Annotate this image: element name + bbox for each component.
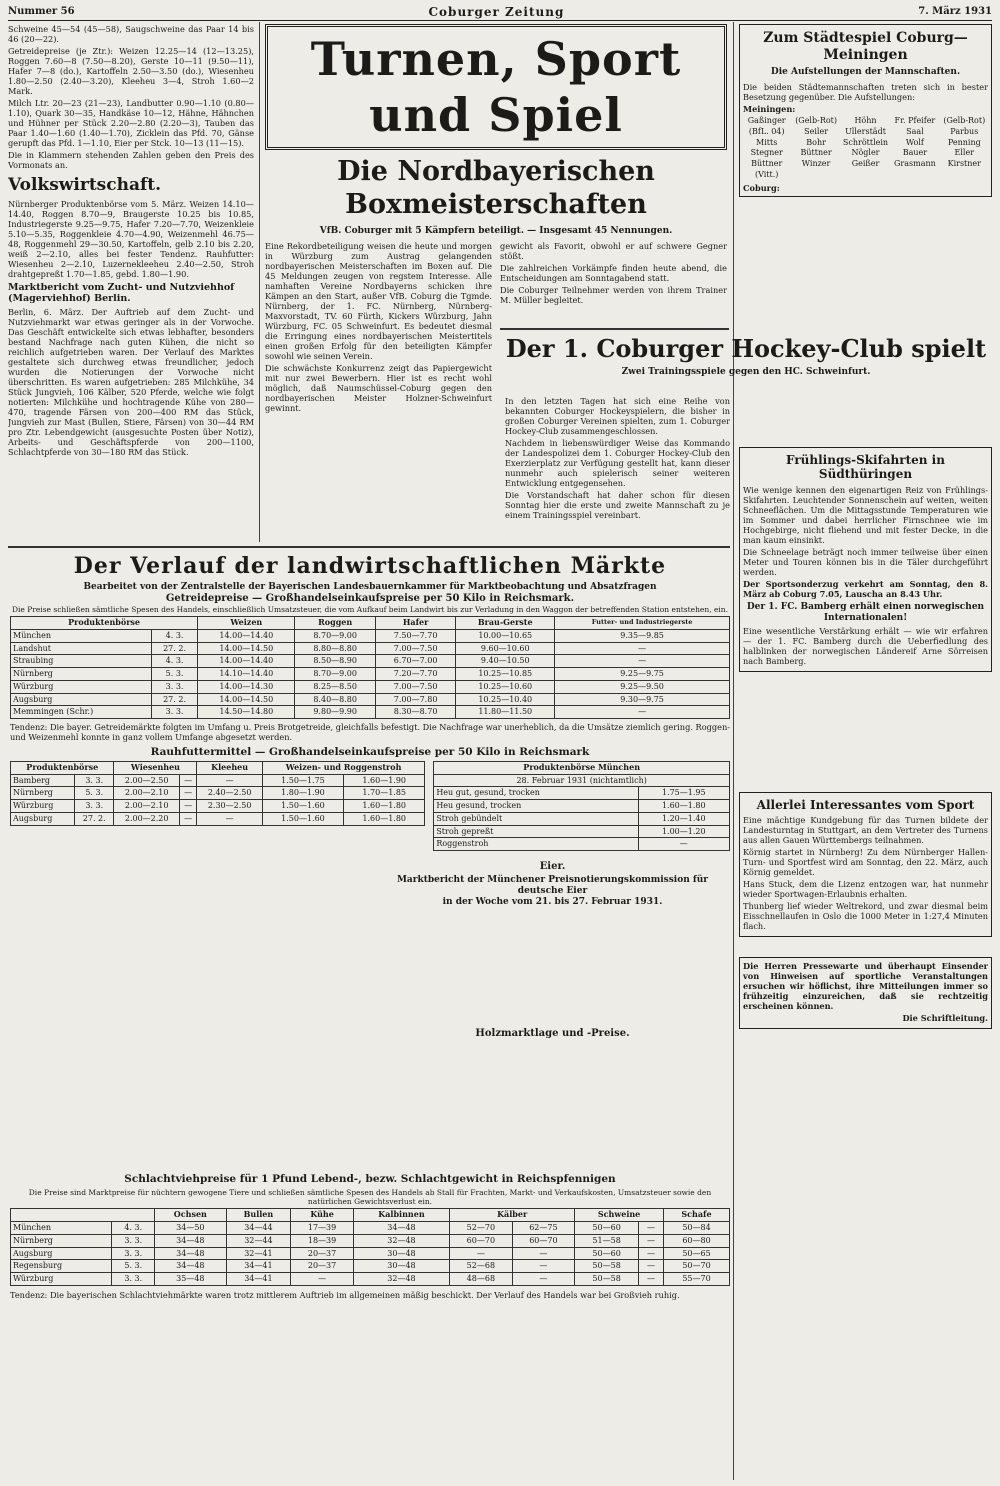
grain-cell: 7.20—7.70 <box>375 668 455 681</box>
player: (Gelb-Rot) <box>943 116 986 126</box>
cattle-cell: 60—70 <box>450 1234 513 1247</box>
paragraph: Tendenz: Die bayerischen Schlachtviehmärkte waren trotz mittlerem Auftrieb im allgemeinen mäßig beschickt. Der Verlauf des Handels war bei Großvieh ruhig. <box>10 1289 680 1300</box>
eggs-column <box>375 857 730 1157</box>
cattle-cell: — <box>639 1247 664 1260</box>
hay-col: Wiesenheu <box>114 761 197 774</box>
grain-cell: 14.00—14.50 <box>198 642 295 655</box>
cattle-cell: 50—65 <box>663 1247 729 1260</box>
hay-headline: Rauhfuttermittel — Großhandelseinkaufspreise per 50 Kilo in Reichsmark <box>150 746 590 759</box>
player: Ullerstädt <box>845 126 886 136</box>
notice-box <box>739 957 992 1029</box>
column-rule <box>259 22 260 542</box>
cattle-cell: 55—70 <box>663 1273 729 1286</box>
paragraph: Nürnberger Produktenbörse vom 5. März. Weizen 14.10—14.40, Roggen 8.70—9, Braugerste 10.25 bis 10.85, Industriegerste 9.25—9.75, Hafer 7.20—7.70, Weizenkleie 5.10—5.35, Roggenkleie 4.70—4.90, Weizenmehl 46.75—48, Roggenmehl 29—30.50, Kartoffeln, gelb 2.10 bis 2.20, weiß 2—2.10, alles bei fester Tendenz. Rauhfutter: Wiesenheu 2—2.10, Luzernekleeheu 2.40—2.50, Stroh drahtgepreßt 1.70—1.85, gebd. 1.80—1.90. <box>8 198 254 279</box>
cattle-cell: Würzburg <box>11 1273 112 1286</box>
cattle-cell: Nürnberg <box>11 1234 112 1247</box>
paragraph: In den letzten Tagen hat sich eine Reihe von bekannten Coburger Hockeyspielern, die bisher in großen Coburger Vereinen spielten, zum 1. Coburger Hockey-Club zusammengeschlossen. <box>505 396 730 436</box>
cattle-cell: 20—37 <box>291 1260 354 1273</box>
grain-cell: 4. 3. <box>151 655 197 668</box>
cattle-cell: — <box>639 1234 664 1247</box>
meiningen-label: Meiningen: <box>743 104 796 115</box>
paragraph: gewicht als Favorit, obwohl er auf schwere Gegner stößt. <box>500 241 727 262</box>
cattle-cell: 60—80 <box>663 1234 729 1247</box>
cattle-cell: 50—58 <box>575 1273 639 1286</box>
grain-col: Weizen <box>198 617 295 630</box>
hay-cell: 1.60—1.80 <box>344 800 425 813</box>
left-column <box>8 24 254 544</box>
cattle-row <box>11 1234 730 1247</box>
player: Wolf <box>905 137 924 147</box>
grain-row <box>11 680 730 693</box>
grain-cell: 11.80—11.50 <box>456 706 555 719</box>
eggs-headline: Eier. <box>539 861 566 873</box>
market-subline: Bearbeitet von der Zentralstelle der Bayerischen Landesbauernkammer für Marktbeobachtung und Absatzfragen <box>83 581 657 592</box>
grain-cell: 7.00—7.80 <box>375 693 455 706</box>
player: (BfL. 04) <box>748 126 785 136</box>
masthead: Coburger Zeitung <box>428 4 565 19</box>
cattle-cell: 34—50 <box>155 1222 226 1235</box>
munich-cell: Heu gut, gesund, trocken <box>434 787 638 800</box>
hay-cell: Würzburg <box>11 800 75 813</box>
cattle-cell: 50—60 <box>575 1222 639 1235</box>
market-section <box>10 550 730 1480</box>
paragraph: Tendenz: Die bayer. Getreidemärkte folgten im Umfang u. Preis Brotgetreide, gleichfalls befestigt. Die Nachfrage war unerheblich, da die Umsätze ziemlich gering. Roggen- und Weizenmehl konnte in ganz vollem Umfange abgesetzt werden. <box>10 722 730 743</box>
cattle-cell: Augsburg <box>11 1247 112 1260</box>
player: Fr. Pfeifer <box>894 116 936 126</box>
player: Saal <box>906 126 924 136</box>
grain-cell: 10.25—10.40 <box>456 693 555 706</box>
paragraph: Die Schneelage beträgt noch immer teilweise über einen Meter und Touren können bis in die Täler durchgeführt werden. <box>743 546 988 577</box>
player: Gaßinger <box>747 116 786 126</box>
cattle-cell: 34—48 <box>155 1234 226 1247</box>
grain-cell: 6.70—7.00 <box>375 655 455 668</box>
cattle-cell: — <box>512 1260 575 1273</box>
grain-cell: 9.30—9.75 <box>555 693 730 706</box>
paragraph: Milch Ltr. 20—23 (21—23), Landbutter 0.90—1.10 (0.80—1.10), Quark 30—35, Handkäse 10—12, Hähne, Hähnchen und Hühner per Stück 2.20—2.80 (2.20—3), Tauben das Paar 1.40—1.60 (1.40—1.70), Zicklein das Pfd. 70, Gänse gerupft das Pfd. 1—1.10, Eier per Stck. 10—13 (11—15). <box>8 98 254 148</box>
munich-row <box>434 825 730 838</box>
paragraph: Getreidepreise (je Ztr.): Weizen 12.25—14 (12—13.25), Roggen 7.60—8 (7.50—8.20), Gerste 10—11 (9.50—11), Hafer 7—8 (do.), Kartoffeln 2.50—3.50 (do.), Wiesenheu 1.80—2.50 (2.40—3.20), Kleeheu 3—4, Stroh 1.60—2 Mark. <box>8 46 254 96</box>
grain-cell: 14.00—14.40 <box>198 655 295 668</box>
paragraph: Der Sportsonderzug verkehrt am Sonntag, den 8. März ab Coburg 7.05, Lauscha an 8.43 Uhr. <box>743 578 988 599</box>
hay-row <box>11 812 425 825</box>
grain-cell: Würzburg <box>11 680 152 693</box>
player: Grasmann <box>894 159 936 169</box>
boxing-subline: VfB. Coburger mit 5 Kämpfern beteiligt. — Insgesamt 45 Nennungen. <box>319 226 673 237</box>
hay-cell: 5. 3. <box>75 787 114 800</box>
hay-cell: 1.60—1.80 <box>344 812 425 825</box>
grain-cell: 14.50—14.80 <box>198 706 295 719</box>
grain-cell: Memmingen (Schr.) <box>11 706 152 719</box>
paragraph: Eine mächtige Kundgebung für das Turnen bildete der Landesturntag in Stuttgart, an dem Vertreter des Turnens aus allen Gauen Württembergs teilnahmen. <box>743 815 988 846</box>
grain-cell: München <box>11 629 152 642</box>
hay-cell: Augsburg <box>11 812 75 825</box>
page-header <box>8 4 992 21</box>
cattle-cell: 3. 3. <box>112 1247 155 1260</box>
cattle-col: Kälber <box>450 1209 575 1222</box>
cattle-cell: — <box>639 1260 664 1273</box>
player: Büttner <box>751 159 783 169</box>
munich-cell: — <box>638 838 729 851</box>
grain-cell: 9.25—9.75 <box>555 668 730 681</box>
player: Kirstner <box>947 159 981 169</box>
grain-row <box>11 693 730 706</box>
feed-column <box>10 857 365 1157</box>
grain-cell: Landshut <box>11 642 152 655</box>
cattle-col: Bullen <box>226 1209 291 1222</box>
issue-number: Nummer 56 <box>8 5 75 17</box>
player: Mitts <box>756 137 778 147</box>
hay-row <box>11 800 425 813</box>
eggs-week: in der Woche vom 21. bis 27. Februar 1931. <box>442 897 663 908</box>
sport-news-box <box>739 792 992 938</box>
cattle-col: Kalbinnen <box>353 1209 449 1222</box>
paragraph: Nachdem in liebenswürdiger Weise das Kommando der Landespolizei dem 1. Coburger Hockey-Club den Exerzierplatz zur Verfügung gestellt hat, kann dieser nunmehr auch spielerisch seiner weiteren Entwicklung entgegensehen. <box>505 438 730 488</box>
player: Bauer <box>902 148 928 158</box>
hay-cell: 1.80—1.90 <box>262 787 343 800</box>
signature: Die Schriftleitung. <box>902 1013 988 1024</box>
munich-cell: 1.60—1.80 <box>638 800 729 813</box>
sport-news-headline: Allerlei Interessantes vom Sport <box>756 797 975 812</box>
cattle-cell: 34—48 <box>155 1260 226 1273</box>
cattle-cell: — <box>512 1247 575 1260</box>
paragraph: Die Herren Pressewarte und überhaupt Einsender von Hinweisen auf sportliche Veranstaltungen ersuchen wir höflichst, ihre Mitteilungen immer so frühzeitig einzureichen, daß sie rechtzeitig erscheinen können. <box>743 961 988 1012</box>
hay-row <box>11 774 425 787</box>
cattle-col: Schafe <box>663 1209 729 1222</box>
player: Höhn <box>854 116 877 126</box>
grain-cell: 8.80—8.80 <box>295 642 375 655</box>
grain-cell: 27. 2. <box>151 693 197 706</box>
grain-col: Brau-Gerste <box>456 617 555 630</box>
grain-cell: 9.35—9.85 <box>555 629 730 642</box>
hockey-headline: Der 1. Coburger Hockey-Club spielt <box>505 334 987 363</box>
grain-cell: 27. 2. <box>151 642 197 655</box>
cattle-cell: — <box>639 1222 664 1235</box>
sub-heading: Marktbericht vom Zucht- und Nutzviehhof (Magerviehhof) Berlin. <box>8 281 235 305</box>
grain-cell: 8.30—8.70 <box>375 706 455 719</box>
cattle-col: Ochsen <box>155 1209 226 1222</box>
hay-cell: — <box>179 800 197 813</box>
match-subline: Die Aufstellungen der Mannschaften. <box>770 67 961 78</box>
paragraph: Die Coburger Teilnehmer werden von ihrem Trainer M. Müller begleitet. <box>500 285 727 306</box>
grain-cell: 8.40—8.80 <box>295 693 375 706</box>
hay-cell: — <box>179 774 197 787</box>
cattle-cell: 5. 3. <box>112 1260 155 1273</box>
hay-cell: 2.00—2.50 <box>114 774 179 787</box>
market-headline: Der Verlauf der landwirtschaftlichen Märkte <box>73 553 667 579</box>
right-column <box>739 24 992 1480</box>
cattle-col: Schweine <box>575 1209 664 1222</box>
hay-col: Kleeheu <box>197 761 262 774</box>
paragraph: Thunberg lief wieder Weltrekord, und zwar diesmal beim Eisschnellaufen in Oslo die 1000 Meter in 1:27,4 Minuten flach. <box>743 901 988 932</box>
hay-cell: — <box>197 812 262 825</box>
cattle-cell: 32—48 <box>353 1234 449 1247</box>
grain-cell: 9.60—10.60 <box>456 642 555 655</box>
munich-cell: Roggenstroh <box>434 838 638 851</box>
wood-headline: Holzmarktlage und -Preise. <box>475 1028 630 1040</box>
cattle-cell: 30—48 <box>353 1247 449 1260</box>
grain-cell: 9.80—9.90 <box>295 706 375 719</box>
cattle-col: Kühe <box>291 1209 354 1222</box>
cattle-cell: 50—84 <box>663 1222 729 1235</box>
hay-cell: 1.70—1.85 <box>344 787 425 800</box>
cattle-cell: 50—58 <box>575 1260 639 1273</box>
paragraph: Die in Klammern stehenden Zahlen geben den Preis des Vormonats an. <box>8 150 254 170</box>
cattle-row <box>11 1247 730 1260</box>
hay-table <box>10 761 425 826</box>
hay-cell: 3. 3. <box>75 774 114 787</box>
cattle-cell: München <box>11 1222 112 1235</box>
grain-col: Produktenbörse <box>11 617 198 630</box>
paragraph: Eine wesentliche Verstärkung erhält — wie wir erfahren — der 1. FC. Bamberg durch die Ueberfiedlung des halblinken der norwegischen Ländereif Arne Sörreisen nach Bamberg. <box>743 625 988 666</box>
cattle-cell: 30—48 <box>353 1260 449 1273</box>
paragraph: Körnig startet in Nürnberg! Zu dem Nürnberger Hallen-Turn- und Sportfest wird am Sonntag, den 22. März, auch Körnig gemeldet. <box>743 847 988 878</box>
divider <box>500 328 729 330</box>
cattle-cell: 32—44 <box>226 1234 291 1247</box>
hay-col: Weizen- und Roggenstroh <box>262 761 424 774</box>
hay-cell: Nürnberg <box>11 787 75 800</box>
hay-cell: 1.50—1.60 <box>262 812 343 825</box>
hay-row <box>11 787 425 800</box>
paragraph: Wie wenige kennen den eigenartigen Reiz von Frühlings-Skifahrten. Leuchtender Sonnenschein auf weiten, weiten Schneeflächen. Um die Mittagsstunde Temperaturen wie im Sommer und dabei herrlicher Firnschnee wie im Hochgebirge, nicht fliehend und mit fester Decke, in die man kaum einsinkt. <box>743 484 988 545</box>
grain-cell: — <box>555 706 730 719</box>
grain-cell: 8.25—8.50 <box>295 680 375 693</box>
player: Penning <box>947 137 981 147</box>
grain-cell: 14.10—14.40 <box>198 668 295 681</box>
grain-cell: 4. 3. <box>151 629 197 642</box>
ski-headline: Frühlings-Skifahrten in Südthüringen <box>786 452 945 482</box>
grain-row <box>11 655 730 668</box>
cattle-row <box>11 1273 730 1286</box>
market-note: Die Preise schließen sämtliche Spesen des Handels, einschließlich Umsatzsteuer, die vom Aufkauf beim Landwirt bis zur Verladung in den Waggon der betreffenden Station entstehen, ein. <box>11 604 729 614</box>
grain-cell: 10.00—10.65 <box>456 629 555 642</box>
cattle-cell: 48—68 <box>450 1273 513 1286</box>
cattle-cell: 52—68 <box>450 1260 513 1273</box>
cattle-cell: — <box>512 1273 575 1286</box>
paragraph: Eine Rekordbeteiligung weisen die heute und morgen in Würzburg zum Austrag gelangenden nordbayerischen Meisterschaften im Boxen auf. Die 45 Meldungen zeugen von regstem Interesse. Alle namhaften Vereine Nordbayerns schicken ihre Kämpen an den Start, außer VfB. Coburg die Tgmde. Nürnberg, der 1. FC. Nürnberg, Nürnberg-Maxvorstadt, TV. 60 Fürth, Kickers Würzburg, Jahn Würzburg, FC. 05 Schweinfurt. Es bedeutet diesmal die Erringung eines nordbayerischen Meistertitels einen großen Erfolg für den beteiligten Kämpfer sowohl wie seinen Verein. <box>265 241 492 362</box>
bamberg-headline: Der 1. FC. Bamberg erhält einen norwegischen Internationalen! <box>746 601 985 623</box>
player: (Gelb-Rot) <box>795 116 837 126</box>
grain-cell: Straubing <box>11 655 152 668</box>
cattle-cell: 3. 3. <box>112 1234 155 1247</box>
cattle-row <box>11 1260 730 1273</box>
paragraph: Die zahlreichen Vorkämpfe finden heute abend, die Entscheidungen am Sonntagabend statt. <box>500 263 727 284</box>
grain-cell: 14.00—14.50 <box>198 693 295 706</box>
issue-date: 7. März 1931 <box>918 5 992 17</box>
grain-cell: 10.25—10.60 <box>456 680 555 693</box>
cattle-table <box>10 1208 730 1286</box>
munich-cell: 1.20—1.40 <box>638 812 729 825</box>
grain-row <box>11 668 730 681</box>
hay-cell: 2.00—2.20 <box>114 812 179 825</box>
munich-row <box>434 800 730 813</box>
munich-cell: 1.00—1.20 <box>638 825 729 838</box>
hay-cell: 1.50—1.75 <box>262 774 343 787</box>
hay-cell: — <box>179 787 197 800</box>
cattle-cell: 50—70 <box>663 1260 729 1273</box>
cattle-cell: 18—39 <box>291 1234 354 1247</box>
grain-cell: 3. 3. <box>151 680 197 693</box>
player: (Vitt.) <box>754 169 779 179</box>
hockey-text <box>505 396 730 544</box>
grain-cell: — <box>555 655 730 668</box>
grain-cell: 8.70—9.00 <box>295 668 375 681</box>
lineup-grid <box>743 116 988 180</box>
grain-col: Hafer <box>375 617 455 630</box>
cattle-cell: Regensburg <box>11 1260 112 1273</box>
grain-col: Futter- und Industriegerste <box>555 617 730 630</box>
cattle-cell: 32—48 <box>353 1273 449 1286</box>
hay-cell: 2.00—2.10 <box>114 787 179 800</box>
grain-cell: 8.70—9.00 <box>295 629 375 642</box>
cattle-cell: — <box>450 1247 513 1260</box>
cattle-note: Die Preise sind Marktpreise für nüchtern gewogene Tiere und schließen sämtliche Spesen des Handels ab Stall für Frachten, Markt- und Verkaufskosten, Umsatzsteuer sowie den natürlichen Gewichtsverlust ein. <box>28 1187 712 1207</box>
sport-banner: Turnen, Sport und Spiel <box>265 24 727 150</box>
city-match-box <box>739 24 992 197</box>
paragraph: Die Vorstandschaft hat daher schon für diesen Sonntag hier die erste und zweite Mannschaft zu je einem Trainingsspiel vereinbart. <box>505 490 730 520</box>
player: Bohr <box>806 137 826 147</box>
grain-cell: 9.40—10.50 <box>456 655 555 668</box>
player: Eller <box>954 148 975 158</box>
ski-box <box>739 447 992 672</box>
market-subline-2: Getreidepreise — Großhandelseinkaufspreise per 50 Kilo in Reichsmark. <box>165 592 575 604</box>
column-rule <box>733 22 734 1480</box>
munich-cell: 1.75—1.95 <box>638 787 729 800</box>
cattle-cell: 50—60 <box>575 1247 639 1260</box>
grain-row <box>11 706 730 719</box>
munich-row <box>434 838 730 851</box>
munich-cell: Stroh gebündelt <box>434 812 638 825</box>
grain-cell: 3. 3. <box>151 706 197 719</box>
cattle-cell: 35—48 <box>155 1273 226 1286</box>
hay-cell: 27. 2. <box>75 812 114 825</box>
grain-cell: Augsburg <box>11 693 152 706</box>
grain-cell: 9.25—9.50 <box>555 680 730 693</box>
grain-cell: 5. 3. <box>151 668 197 681</box>
player: Schröttlein <box>842 137 889 147</box>
grain-cell: 10.25—10.85 <box>456 668 555 681</box>
cattle-cell: — <box>639 1273 664 1286</box>
cattle-cell: 34—44 <box>226 1222 291 1235</box>
grain-row <box>11 629 730 642</box>
grain-cell: 14.00—14.30 <box>198 680 295 693</box>
cattle-headline: Schlachtviehpreise für 1 Pfund Lebend-, bezw. Schlachtgewicht in Reichspfennigen <box>124 1173 616 1186</box>
cattle-cell: 34—48 <box>353 1222 449 1235</box>
cattle-cell: 17—39 <box>291 1222 354 1235</box>
hay-cell: 2.30—2.50 <box>197 800 262 813</box>
munich-table <box>433 761 730 851</box>
grain-cell: 7.50—7.70 <box>375 629 455 642</box>
cattle-cell: 34—41 <box>226 1273 291 1286</box>
cattle-cell: 34—48 <box>155 1247 226 1260</box>
cattle-col <box>11 1209 155 1222</box>
cattle-row <box>11 1222 730 1235</box>
cattle-cell: 52—70 <box>450 1222 513 1235</box>
munich-cell: Stroh gepreßt <box>434 825 638 838</box>
munich-headline: Produktenbörse München <box>434 761 730 774</box>
hay-cell: Bamberg <box>11 774 75 787</box>
grain-cell: 7.00—7.50 <box>375 680 455 693</box>
match-headline: Zum Städtespiel Coburg—Meiningen <box>763 30 968 64</box>
player: Nögler <box>851 148 880 158</box>
hay-cell: 3. 3. <box>75 800 114 813</box>
cattle-cell: 4. 3. <box>112 1222 155 1235</box>
paragraph: Berlin, 6. März. Der Auftrieb auf dem Zucht- und Nutzviehmarkt war etwas geringer als in der Vorwoche. Das Geschäft entwickelte sich etwas lebhafter, besonders bestand Nachfrage nach guten Kühen, die nicht so reichlich aufgetrieben waren. Der Verlauf des Marktes gestaltete sich durchweg etwas freundlicher, jedoch wurden die Notierungen der Vorwoche nicht überschritten. Es waren aufgetrieben: 285 Milchkühe, 34 Stück Jungvieh, 106 Kälber, 520 Pferde, welche wie folgt notierten: Milchkühe und hochtragende Kühe von 280—470, tragende Färsen von 200—400 RM das Stück, Jungvieh zur Mast (Bullen, Stiere, Färsen) von 30—44 RM pro Ztr. Lebendgewicht (ausgesuchte Posten über Notiz), Arbeits- und Geschäftspferde von 200—1100, Schlachtpferde von 30—180 RM das Stück. <box>8 306 254 457</box>
munich-date: 28. Februar 1931 (nichtamtlich) <box>434 774 730 787</box>
player: Winzer <box>801 159 831 169</box>
paragraph: Schweine 45—54 (45—58), Saugschweine das Paar 14 bis 46 (20—22). <box>8 24 254 44</box>
grain-cell: 7.00—7.50 <box>375 642 455 655</box>
munich-row <box>434 787 730 800</box>
player: Seiler <box>804 126 829 136</box>
cattle-cell: — <box>291 1273 354 1286</box>
eggs-subline: Marktbericht der Münchener Preisnotierungskommission für deutsche Eier <box>396 875 709 897</box>
cattle-cell: 62—75 <box>512 1222 575 1235</box>
player: Stegner <box>750 148 783 158</box>
hay-cell: 1.60—1.90 <box>344 774 425 787</box>
hay-cell: 2.40—2.50 <box>197 787 262 800</box>
grain-row <box>11 642 730 655</box>
player: Parbus <box>950 126 979 136</box>
cattle-cell: 60—70 <box>512 1234 575 1247</box>
hay-col: Produktenbörse <box>11 761 114 774</box>
section-heading: Volkswirtschaft. <box>8 175 162 195</box>
hay-cell: — <box>197 774 262 787</box>
cattle-cell: 32—41 <box>226 1247 291 1260</box>
player: Geißer <box>851 159 880 169</box>
cattle-cell: 3. 3. <box>112 1273 155 1286</box>
hay-cell: 1.50—1.60 <box>262 800 343 813</box>
hay-cell: — <box>179 812 197 825</box>
cattle-cell: 20—37 <box>291 1247 354 1260</box>
cattle-cell: 34—41 <box>226 1260 291 1273</box>
boxing-headline: Die Nordbayerischen Boxmeisterschaften <box>337 156 655 221</box>
cattle-cell: 51—58 <box>575 1234 639 1247</box>
grain-cell: 14.00—14.40 <box>198 629 295 642</box>
hay-cell: 2.00—2.10 <box>114 800 179 813</box>
grain-cell: 8.50—8.90 <box>295 655 375 668</box>
grain-col: Roggen <box>295 617 375 630</box>
grain-cell: Nürnberg <box>11 668 152 681</box>
hockey-subline: Zwei Trainingsspiele gegen den HC. Schweinfurt. <box>621 367 871 378</box>
paragraph: Die schwächste Konkurrenz zeigt das Papiergewicht mit nur zwei Bewerbern. Hier ist es recht wohl möglich, daß Naumschüssel-Coburg gegen den nordbayerischen Meister Holzner-Schweinfurt gewinnt. <box>265 363 492 414</box>
munich-cell: Heu gesund, trocken <box>434 800 638 813</box>
grain-table <box>10 616 730 719</box>
player: Büttner <box>800 148 832 158</box>
divider <box>8 546 730 548</box>
coburg-label: Coburg: <box>743 182 780 193</box>
munich-row <box>434 812 730 825</box>
paragraph: Die beiden Städtemannschaften treten sich in bester Besetzung gegenüber. Die Aufstellungen: <box>743 82 988 103</box>
paragraph: Hans Stuck, dem die Lizenz entzogen war, hat nunmehr wieder Sportwagen-Erlaubnis erhalten. <box>743 879 988 900</box>
grain-cell: — <box>555 642 730 655</box>
